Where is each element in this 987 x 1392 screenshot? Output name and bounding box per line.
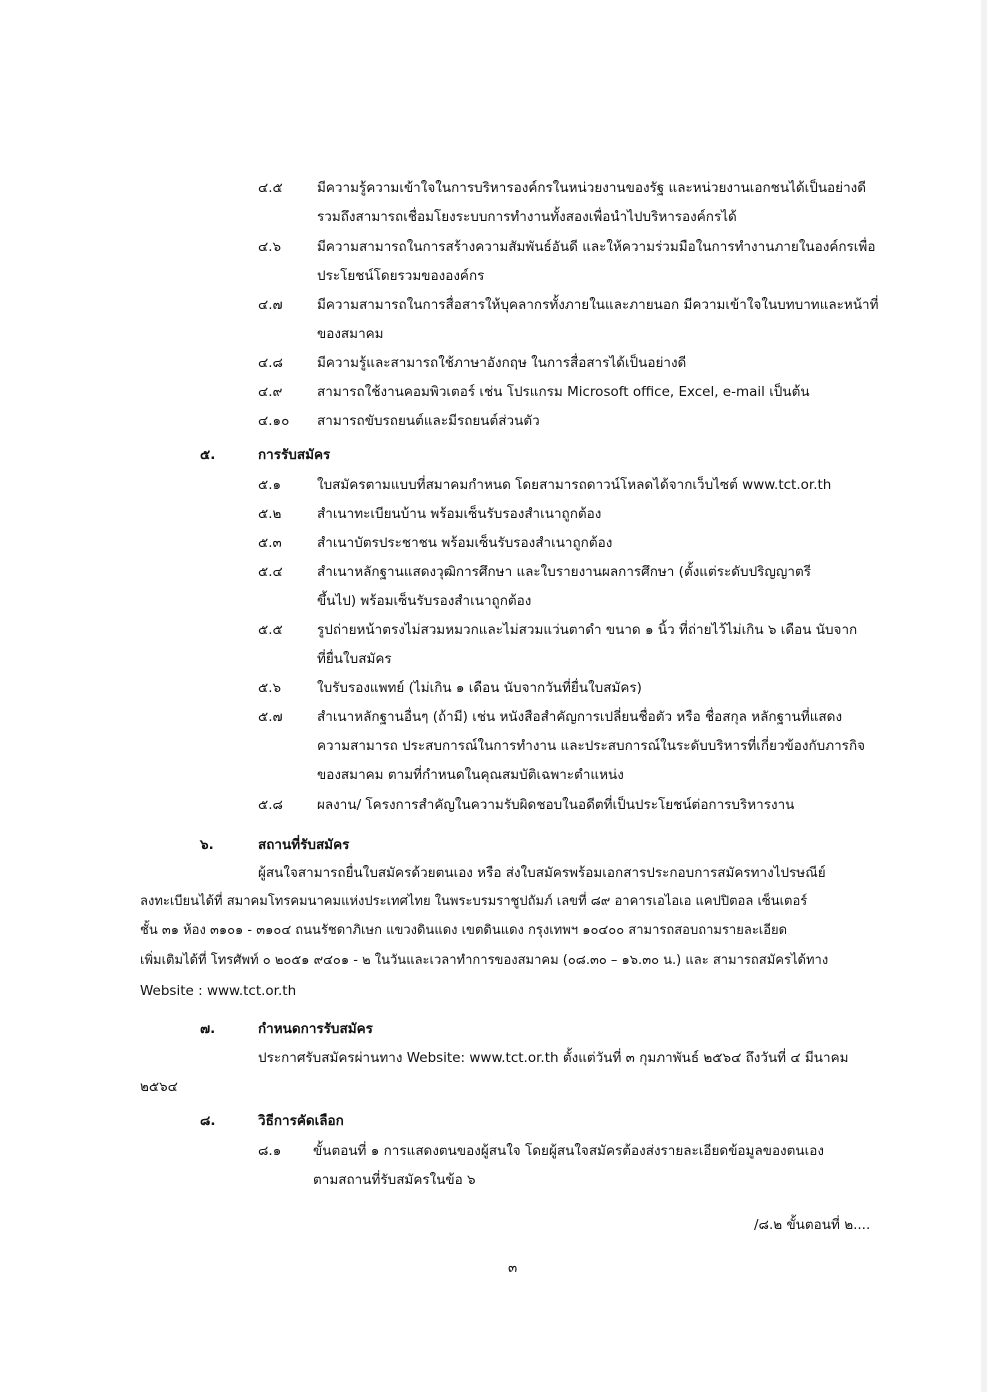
item-text: มีความรู้ความเข้าใจในการบริหารองค์กรในหน่วยงานของรัฐ และหน่วยงานเอกชนได้เป็นอย่างดี <box>317 180 867 196</box>
section-number: ๖. <box>200 837 214 853</box>
item-number: ๕.๗ <box>258 709 283 725</box>
section-number: ๕. <box>200 447 216 463</box>
paragraph-line: เพิ่มเติมได้ที่ โทรศัพท์ ๐ ๒๐๕๑ ๙๔๐๑ - ๒ ในวันและเวลาทำการของสมาคม (๐๘.๓๐ – ๑๖.๓๐ น.) และ สามารถสมัครได้ทาง <box>140 953 829 968</box>
item-text: ขึ้นไป) พร้อมเซ็นรับรองสำเนาถูกต้อง <box>317 593 532 609</box>
item-number: ๔.๘ <box>258 355 283 371</box>
item-number: ๔.๙ <box>258 384 283 400</box>
item-text: สามารถขับรถยนต์และมีรถยนต์ส่วนตัว <box>317 413 540 429</box>
item-text: ตามสถานที่รับสมัครในข้อ ๖ <box>313 1172 476 1188</box>
section-heading: สถานที่รับสมัคร <box>258 837 350 853</box>
continuation-note: /๘.๒ ขั้นตอนที่ ๒.... <box>754 1217 871 1233</box>
item-number: ๘.๑ <box>258 1143 282 1159</box>
item-text: สำเนาหลักฐานแสดงวุฒิการศึกษา และใบรายงานผลการศึกษา (ตั้งแต่ระดับปริญญาตรี <box>317 564 812 580</box>
item-number: ๕.๖ <box>258 680 282 696</box>
item-text: ของสมาคม ตามที่กำหนดในคุณสมบัติเฉพาะตำแหน่ง <box>317 767 624 783</box>
paragraph-line: ๒๕๖๔ <box>140 1079 178 1095</box>
item-text: ของสมาคม <box>317 326 384 342</box>
item-text: รูปถ่ายหน้าตรงไม่สวมหมวกและไม่สวมแว่นตาดำ ขนาด ๑ นิ้ว ที่ถ่ายไว้ไม่เกิน ๖ เดือน นับจาก <box>317 622 858 638</box>
paragraph-line: ผู้สนใจสามารถยื่นใบสมัครด้วยตนเอง หรือ ส่งใบสมัครพร้อมเอกสารประกอบการสมัครทางไปรษณีย์ <box>258 865 826 881</box>
item-text: มีความรู้และสามารถใช้ภาษาอังกฤษ ในการสื่อสารได้เป็นอย่างดี <box>317 355 687 371</box>
paragraph-line: ลงทะเบียนได้ที่ สมาคมโทรคมนาคมแห่งประเทศไทย ในพระบรมราชูปถัมภ์ เลขที่ ๘๙ อาคารเอไอเอ แคปปิตอล เซ็นเตอร์ <box>140 894 808 909</box>
item-number: ๕.๒ <box>258 506 282 522</box>
item-number: ๔.๕ <box>258 180 283 196</box>
item-number: ๕.๘ <box>258 797 283 813</box>
item-number: ๕.๑ <box>258 477 282 493</box>
section-heading: การรับสมัคร <box>258 447 331 463</box>
item-number: ๔.๖ <box>258 239 282 255</box>
item-text: สำเนาทะเบียนบ้าน พร้อมเซ็นรับรองสำเนาถูกต้อง <box>317 506 602 522</box>
item-text: ใบสมัครตามแบบที่สมาคมกำหนด โดยสามารถดาวน์โหลดได้จากเว็บไซต์ www.tct.or.th <box>317 477 832 493</box>
item-text: ประโยชน์โดยรวมขององค์กร <box>317 268 485 284</box>
page-number: ๓ <box>508 1260 518 1276</box>
item-text: สำเนาหลักฐานอื่นๆ (ถ้ามี) เช่น หนังสือสำคัญการเปลี่ยนชื่อตัว หรือ ชื่อสกุล หลักฐานที่แสดง <box>317 709 843 725</box>
item-number: ๔.๗ <box>258 297 283 313</box>
item-text: ขั้นตอนที่ ๑ การแสดงตนของผู้สนใจ โดยผู้สนใจสมัครต้องส่งรายละเอียดข้อมูลของตนเอง <box>313 1143 824 1159</box>
paragraph-line: Website : www.tct.or.th <box>140 983 297 999</box>
item-text: มีความสามารถในการสื่อสารให้บุคลากรทั้งภายในและภายนอก มีความเข้าใจในบทบาทและหน้าที่ <box>317 297 879 313</box>
item-text: มีความสามารถในการสร้างความสัมพันธ์อันดี และให้ความร่วมมือในการทำงานภายในองค์กรเพื่อ <box>317 239 876 255</box>
item-number: ๕.๓ <box>258 535 282 551</box>
paragraph-line: ชั้น ๓๑ ห้อง ๓๑๐๑ - ๓๑๐๔ ถนนรัชดาภิเษก แขวงดินแดง เขตดินแดง กรุงเทพฯ ๑๐๔๐๐ สามารถสอบถามรายละเอียด <box>140 923 788 938</box>
section-heading: กำหนดการรับสมัคร <box>258 1021 373 1037</box>
item-text: ใบรับรองแพทย์ (ไม่เกิน ๑ เดือน นับจากวันที่ยื่นใบสมัคร) <box>317 680 642 696</box>
section-heading: วิธีการคัดเลือก <box>258 1113 344 1129</box>
paragraph-line: ประกาศรับสมัครผ่านทาง Website: www.tct.or.th ตั้งแต่วันที่ ๓ กุมภาพันธ์ ๒๕๖๔ ถึงวันที่ ๔ มีนาคม <box>258 1050 849 1066</box>
page-edge <box>981 0 987 1392</box>
item-text: รวมถึงสามารถเชื่อมโยงระบบการทำงานทั้งสองเพื่อนำไปบริหารองค์กรได้ <box>317 209 737 225</box>
item-text: สำเนาบัตรประชาชน พร้อมเซ็นรับรองสำเนาถูกต้อง <box>317 535 613 551</box>
section-number: ๘. <box>200 1113 216 1129</box>
item-text: ความสามารถ ประสบการณ์ในการทำงาน และประสบการณ์ในระดับบริหารที่เกี่ยวข้องกับภารกิจ <box>317 738 866 754</box>
item-text: ผลงาน/ โครงการสำคัญในความรับผิดชอบในอดีตที่เป็นประโยชน์ต่อการบริหารงาน <box>317 797 795 813</box>
item-number: ๕.๔ <box>258 564 283 580</box>
item-text: ที่ยื่นใบสมัคร <box>317 651 392 667</box>
item-number: ๔.๑๐ <box>258 413 290 429</box>
item-number: ๕.๕ <box>258 622 283 638</box>
item-text: สามารถใช้งานคอมพิวเตอร์ เช่น โปรแกรม Microsoft office, Excel, e-mail เป็นต้น <box>317 384 810 400</box>
section-number: ๗. <box>200 1021 216 1037</box>
